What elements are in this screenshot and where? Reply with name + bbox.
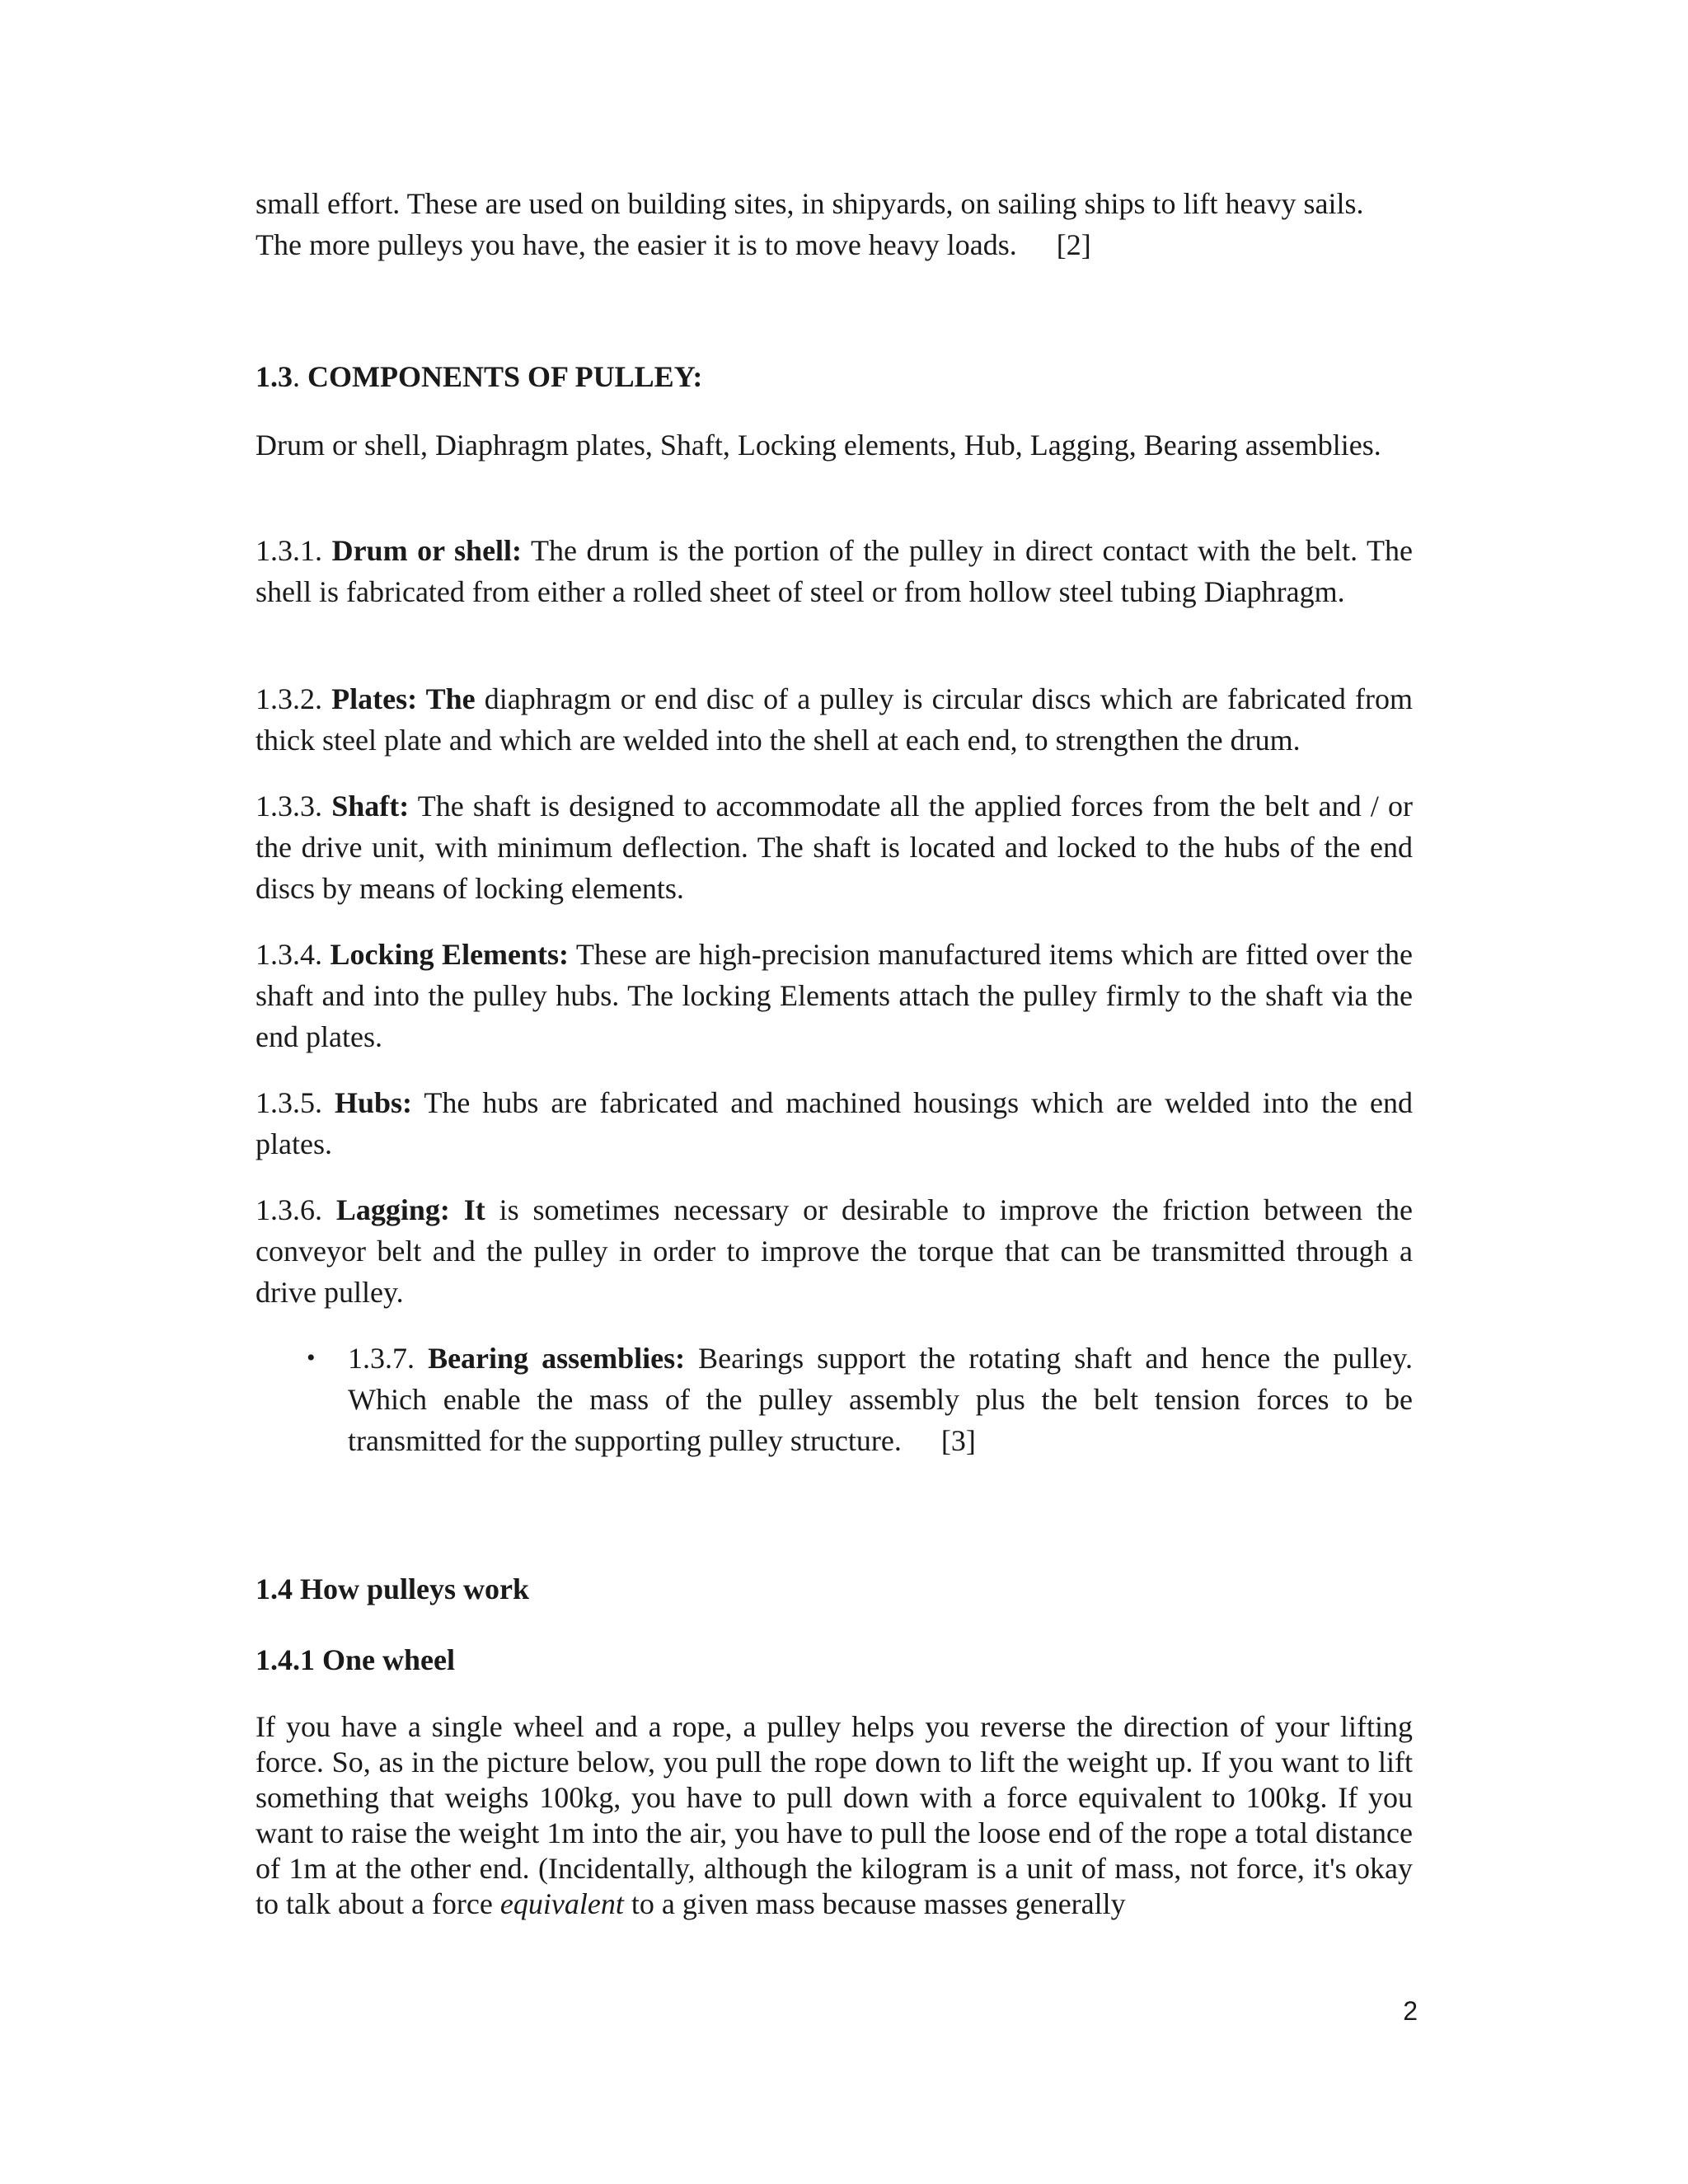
item-body: diaphragm or end disc of a pulley is circular discs which are fabricated from thick steel plate and which are welded into the shell at each end, to strengthen the drum. (256, 682, 1413, 757)
citation-2: [2] (1056, 228, 1091, 261)
component-item-plates (256, 678, 1413, 761)
component-item-shaft (256, 785, 1413, 909)
component-item-hubs (256, 1082, 1413, 1165)
emphasis-text: equivalent (499, 1887, 624, 1920)
bullet-item-bearing-assemblies (256, 1338, 1413, 1461)
components-heading-dot: . (293, 360, 300, 393)
intro-line-2: The more pulleys you have, the easier it is to move heavy loads. (256, 228, 1017, 261)
bullet-icon: • (307, 1344, 316, 1371)
item-title: Shaft: (331, 790, 410, 823)
page-number: 2 (1403, 1996, 1418, 2026)
bullet-text (348, 1338, 1413, 1461)
item-title: Drum or shell: (331, 534, 523, 567)
item-body: Bearings support the rotating shaft and hence the pulley. Which enable the mass of the pulley assembly plus the belt tension forces to be transmitted for the supporting pulley structure. (348, 1342, 1414, 1457)
item-body: The shaft is designed to accommodate all the applied forces from the belt and / or the drive unit, with minimum deflection. The shaft is located and locked to the hubs of the end discs by means of locking elements. (256, 790, 1413, 905)
components-heading (256, 356, 702, 397)
one-wheel-paragraph (256, 1709, 1413, 1922)
item-number: 1.3.7. (348, 1342, 429, 1375)
item-number: 1.3.1. (256, 534, 332, 567)
intro-line-1: small effort. These are used on building sites, in shipyards, on sailing ships to lift heavy sails. (256, 187, 1364, 220)
item-title: Bearing assemblies: (428, 1342, 686, 1375)
item-number: 1.3.2. (256, 682, 332, 715)
item-body: These are high-precision manufactured items which are fitted over the shaft and into the pulley hubs. The locking Elements attach the pulley firmly to the shaft via the end plates. (256, 938, 1414, 1053)
citation-3: [3] (940, 1424, 976, 1457)
item-title: Locking Elements: (330, 938, 570, 971)
item-title: Plates: The (331, 682, 476, 715)
item-title: Hubs: (335, 1086, 413, 1119)
item-body: is sometimes necessary or desirable to improve the friction between the conveyor belt and the pulley in order to improve the torque that can be transmitted through a drive pulley. (256, 1193, 1413, 1309)
paragraph-text-continued: to a given mass because masses generally (623, 1887, 1126, 1920)
components-heading-text: COMPONENTS OF PULLEY: (300, 360, 703, 393)
item-number: 1.3.3. (256, 790, 332, 823)
how-pulleys-work-heading: 1.4 How pulleys work (256, 1572, 530, 1605)
item-number: 1.3.4. (256, 938, 331, 971)
item-number: 1.3.5. (256, 1086, 335, 1119)
item-body: The hubs are fabricated and machined housings which are welded into the end plates. (256, 1086, 1413, 1160)
intro-paragraph (256, 183, 1413, 265)
item-title: Lagging: It (335, 1193, 485, 1226)
component-item-locking-elements (256, 934, 1413, 1057)
components-list-paragraph: Drum or shell, Diaphragm plates, Shaft, Locking elements, Hub, Lagging, Bearing assemblies. (256, 429, 1381, 462)
component-item-lagging (256, 1189, 1413, 1313)
item-body: The drum is the portion of the pulley in direct contact with the belt. The shell is fabricated from either a rolled sheet of steel or from hollow steel tubing Diaphragm. (256, 534, 1414, 608)
paragraph-text: If you have a single wheel and a rope, a pulley helps you reverse the direction of your lifting force. So, as in the picture below, you pull the rope down to lift the weight up. If you want to lift something that weighs 100kg, you have to pull down with a force equivalent to 100kg. If you want to raise the weight 1m into the air, you have to pull the loose end of the rope a total distance of 1m at the other end. (Incidentally, although the kilogram is a unit of mass, not force, it's okay to talk about a force (256, 1710, 1413, 1920)
one-wheel-subheading: 1.4.1 One wheel (256, 1643, 455, 1676)
item-number: 1.3.6. (256, 1193, 336, 1226)
component-item-drum (256, 530, 1413, 612)
components-heading-number: 1.3 (256, 360, 293, 393)
